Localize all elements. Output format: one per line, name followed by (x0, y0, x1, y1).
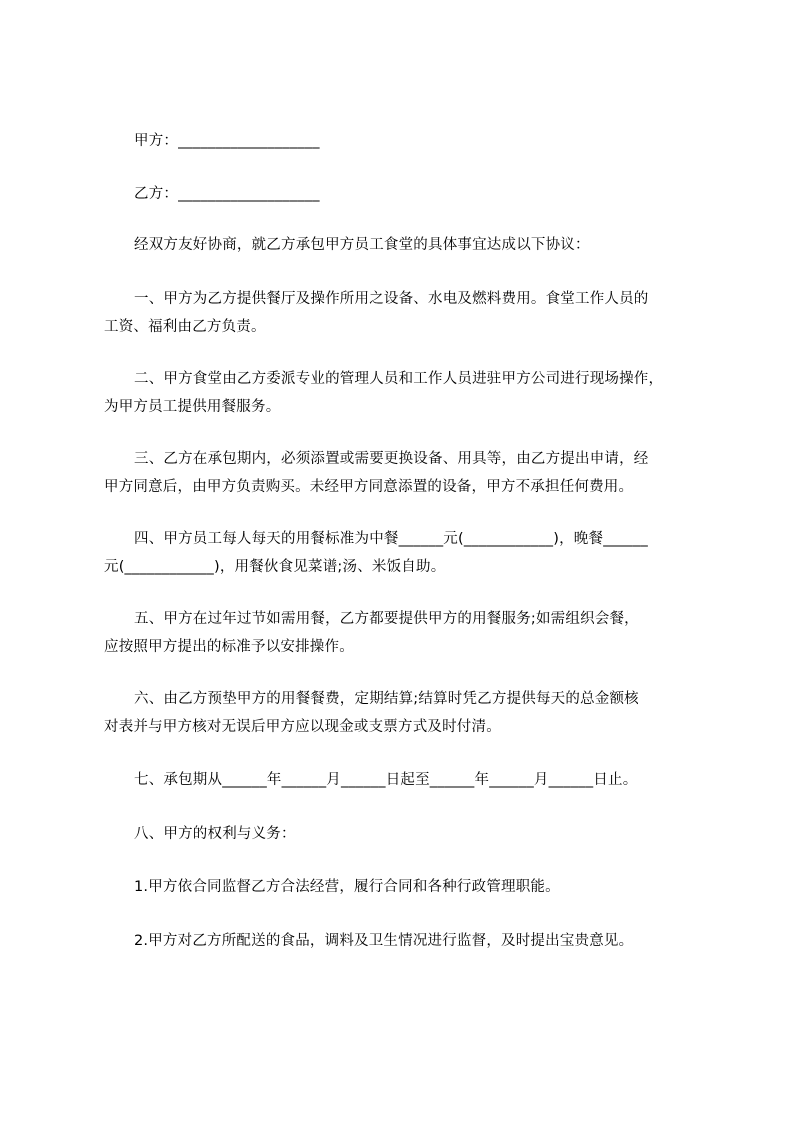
clause-6 (104, 685, 704, 741)
clause-1 (104, 285, 704, 341)
clause-8-item-1 (104, 873, 734, 901)
clause-7-text: 七、承包期从______年______月______日起至______年______月______日止。 (134, 772, 638, 788)
clause-8-item-2 (104, 927, 734, 955)
intro-text: 经双方友好协商，就乙方承包甲方员工食堂的具体事宜达成以下协议： (134, 237, 590, 253)
item-2-text: 2.甲方对乙方所配送的食品，调料及卫生情况进行监督，及时提出宝贵意见。 (134, 933, 634, 949)
item-1-text: 1.甲方依合同监督乙方合法经营，履行合同和各种行政管理职能。 (134, 879, 560, 895)
clause-5-line-1: 五、甲方在过年过节如需用餐，乙方都要提供甲方的用餐服务;如需组织会餐， (134, 611, 639, 627)
clause-2 (104, 365, 704, 421)
clause-8-text: 八、甲方的权利与义务： (134, 826, 296, 842)
clause-7 (104, 766, 734, 794)
clause-3-line-1: 三、乙方在承包期内，必须添置或需要更换设备、用具等，由乙方提出申请，经 (134, 451, 649, 467)
clause-1-line-2: 工资、福利由乙方负责。 (104, 319, 266, 335)
clause-3-line-2: 甲方同意后，由甲方负责购买。未经甲方同意添置的设备，甲方不承担任何费用。 (104, 479, 634, 495)
clause-5-line-2: 应按照甲方提出的标准予以安排操作。 (104, 639, 354, 655)
clause-8 (104, 820, 734, 848)
clause-4-line-2: 元(____________)，用餐伙食见菜谱;汤、米饭自助。 (104, 559, 446, 575)
clause-3 (104, 445, 704, 501)
clause-6-line-2: 对表并与甲方核对无误后甲方应以现金或支票方式及时付清。 (104, 719, 501, 735)
party-b-text: 乙方：___________________ (134, 186, 320, 202)
clause-2-line-1: 二、甲方食堂由乙方委派专业的管理人员和工作人员进驻甲方公司进行现场操作， (134, 371, 664, 387)
party-a-text: 甲方：___________________ (134, 133, 320, 149)
party-a-line (104, 127, 734, 155)
clause-6-line-1: 六、由乙方预垫甲方的用餐餐费，定期结算;结算时凭乙方提供每天的总金额核 (134, 691, 639, 707)
clause-2-line-2: 为甲方员工提供用餐服务。 (104, 399, 281, 415)
clause-5 (104, 605, 704, 661)
intro-paragraph (104, 231, 734, 259)
clause-1-line-1: 一、甲方为乙方提供餐厅及操作所用之设备、水电及燃料费用。食堂工作人员的 (134, 291, 649, 307)
clause-4 (104, 525, 704, 581)
party-b-line (104, 180, 734, 208)
clause-4-line-1: 四、甲方员工每人每天的用餐标准为中餐______元(____________)，晚餐______ (134, 531, 648, 547)
